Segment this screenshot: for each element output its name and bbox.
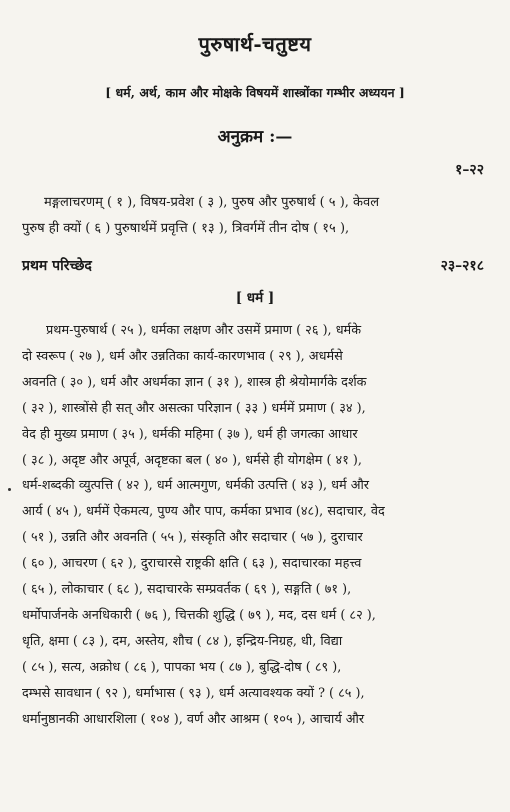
page-subtitle: [ धर्म, अर्थ, काम और मोक्षके विषयमें शास्त्रोंका गम्भीर अध्ययन ] [105, 85, 405, 100]
contents-heading: अनुक्रम :— [217, 127, 293, 147]
chapter-title: प्रथम परिच्छेद [22, 258, 92, 274]
contents-paragraph [22, 318, 488, 733]
contents-line: धर्मोपार्जनके अनधिकारी ( ७६ ), चित्तकी शुद्धि ( ७९ ), मद, दस धर्म ( ८२ ), [22, 607, 376, 623]
contents-line: धर्म-शब्दकी व्युत्पत्ति ( ४२ ), धर्म आत्मगुण, धर्मकी उत्पत्ति ( ४३ ), धर्म और [22, 478, 370, 494]
contents-line: दो स्वरूप ( २७ ), धर्म और उन्नतिका कार्य-कारणभाव ( २९ ), अधर्मसे [22, 348, 343, 364]
contents-line: ( ६० ), आचरण ( ६२ ), दुराचारसे राष्ट्रकी क्षति ( ६३ ), सदाचारका महत्त्व [22, 556, 362, 572]
section-title: [ धर्म ] [235, 290, 275, 306]
contents-line: ( ५१ ), उन्नति और अवनति ( ५५ ), संस्कृति और सदाचार ( ५७ ), दुराचार [22, 530, 363, 546]
intro-paragraph [22, 190, 488, 242]
contents-line: धृति, क्षमा ( ८३ ), दम, अस्तेय, शौच ( ८४ ), इन्द्रिय-निग्रह, धी, विद्या [22, 633, 343, 649]
contents-line: प्रथम-पुरुषार्थ ( २५ ), धर्मका लक्षण और उसमें प्रमाण ( २६ ), धर्मके [46, 323, 362, 338]
chapter-page-range: २३–२१८ [440, 258, 484, 274]
stray-mark [8, 488, 11, 491]
contents-line: अवनति ( ३० ), धर्म और अधर्मका ज्ञान ( ३१ ), शास्त्र ही श्रेयोमार्गके दर्शक [22, 374, 367, 390]
contents-line: वेद ही मुख्य प्रमाण ( ३५ ), धर्मकी महिमा ( ३७ ), धर्म ही जगत्का आधार [22, 426, 358, 442]
page-title: पुरुषार्थ-चतुष्टय [198, 32, 312, 56]
contents-line: ( ६५ ), लोकाचार ( ६८ ), सदाचारके सम्प्रवर्तक ( ६९ ), सङ्गति ( ७१ ), [22, 582, 352, 598]
contents-line: दम्भसे सावधान ( ९२ ), धर्माभास ( ९३ ), धर्म अत्यावश्यक क्यों ? ( ८५ ), [22, 685, 365, 701]
contents-line: ( ३८ ), अदृष्ट और अपूर्व, अदृष्टका बल ( ४० ), धर्मसे ही योगक्षेम ( ४१ ), [22, 452, 362, 468]
contents-line: ( ३२ ), शास्त्रोंसे ही सत् और असत्का परिज्ञान ( ३३ ) धर्ममें प्रमाण ( ३४ ), [22, 400, 366, 416]
contents-line: आर्य ( ४५ ), धर्ममें ऐकमत्य, पुण्य और पाप, कर्मका प्रभाव (४८), सदाचार, वेद [22, 504, 385, 520]
intro-page-range: १–२२ [455, 162, 484, 178]
contents-line: ( ८५ ), सत्य, अक्रोध ( ८६ ), पापका भय ( ८७ ), बुद्धि-दोष ( ८९ ), [22, 659, 342, 675]
intro-line: मङ्गलाचरणम् ( १ ), विषय-प्रवेश ( ३ ), पुरुष और पुरुषार्थ ( ५ ), केवल [44, 195, 380, 210]
intro-line: पुरुष ही क्यों ( ६ ) पुरुषार्थमें प्रवृत्ति ( १३ ), त्रिवर्गमें तीन दोष ( १५ ), [22, 221, 350, 236]
contents-line: धर्मानुष्ठानकी आधारशिला ( १०४ ), वर्ण और आश्रम ( १०५ ), आचार्य और [22, 711, 365, 727]
